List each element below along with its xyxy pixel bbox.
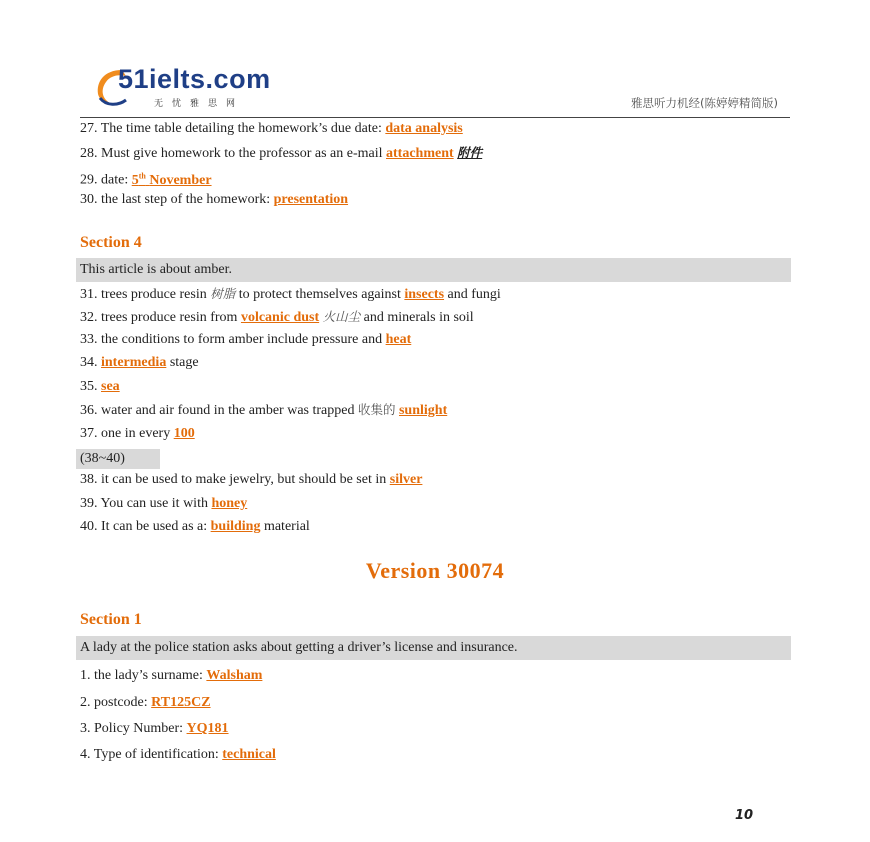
question-number: 30.	[80, 192, 98, 207]
chinese-gloss: 火山尘	[322, 309, 361, 324]
question-text: trees produce resin	[101, 287, 207, 302]
question-number: 31.	[80, 287, 98, 302]
question-text: and minerals in soil	[363, 310, 474, 325]
question-number: 4.	[80, 747, 91, 762]
header-title: 雅思听力机经(陈婷婷精简版)	[631, 96, 778, 110]
answer: silver	[389, 472, 423, 487]
question-text: The time table detailing the homework’s due date:	[100, 121, 382, 136]
question-text: water and air found in the amber was trapped	[101, 403, 355, 418]
chinese-gloss: 附件	[457, 145, 483, 160]
logo-text: 51ielts.com	[118, 64, 271, 94]
question-32	[80, 308, 474, 327]
answer: heat	[385, 332, 412, 347]
question-text: stage	[169, 355, 199, 370]
question-text: trees produce resin from	[101, 310, 238, 325]
question-number: 32.	[80, 310, 98, 325]
question-36	[80, 401, 447, 420]
question-2	[80, 694, 211, 712]
question-number: 33.	[80, 332, 98, 347]
question-text: the lady’s surname:	[94, 668, 203, 683]
question-number: 34.	[80, 355, 98, 370]
question-33	[80, 331, 411, 349]
question-text: it can be used to make jewelry, but should be set in	[101, 472, 387, 487]
question-number: 37.	[80, 426, 98, 441]
question-text: Policy Number:	[94, 721, 184, 736]
answer-ordinal: th	[138, 171, 146, 180]
answer: YQ181	[186, 721, 229, 736]
section-1-title: Section 1	[80, 611, 142, 628]
answer: intermedia	[101, 355, 167, 370]
question-number: 2.	[80, 695, 91, 710]
answer: sunlight	[398, 403, 448, 418]
header-divider	[80, 117, 790, 118]
question-number: 27.	[80, 121, 98, 136]
answer: 100	[173, 426, 195, 441]
answer: volcanic dust	[240, 310, 320, 325]
question-text: one in every	[101, 426, 171, 441]
question-number: 35.	[80, 379, 98, 394]
question-39	[80, 495, 247, 513]
question-34	[80, 354, 199, 372]
question-38	[80, 471, 422, 489]
answer-month: November	[149, 172, 212, 188]
answer: technical	[222, 747, 276, 762]
section-4-title: Section 4	[80, 234, 142, 251]
question-40	[80, 518, 310, 536]
question-text: to protect themselves against	[238, 287, 401, 302]
question-31	[80, 285, 501, 304]
chinese-gloss: 树脂	[210, 286, 236, 301]
question-text: Must give homework to the professor as an e-mail	[101, 146, 383, 161]
answer: attachment	[386, 146, 454, 161]
question-number: 39.	[80, 496, 98, 511]
chinese-gloss: 收集的	[357, 402, 396, 417]
question-3	[80, 720, 229, 738]
page-number: 10	[735, 808, 754, 823]
answer: RT125CZ	[151, 695, 211, 710]
question-text: the last step of the homework:	[101, 192, 271, 207]
question-number: 38.	[80, 472, 98, 487]
question-1	[80, 667, 262, 685]
question-28	[80, 144, 482, 163]
question-number: 1.	[80, 668, 91, 683]
question-text: You can use it with	[100, 496, 208, 511]
answer-day: 5	[131, 172, 139, 188]
answer: presentation	[273, 192, 349, 207]
question-number: 40.	[80, 519, 98, 534]
question-text: the conditions to form amber include pressure and	[101, 332, 383, 347]
section-1-intro: A lady at the police station asks about getting a driver’s license and insurance.	[76, 636, 791, 660]
question-27	[80, 120, 463, 138]
version-title: Version 30074	[365, 558, 505, 583]
answer: building	[210, 519, 261, 534]
question-text: and fungi	[447, 287, 501, 302]
question-text: It can be used as a:	[101, 519, 208, 534]
question-number: 3.	[80, 721, 91, 736]
answer: data analysis	[385, 121, 463, 136]
question-number: 36.	[80, 403, 98, 418]
answer: Walsham	[206, 668, 263, 683]
question-text: Type of identification:	[93, 747, 219, 762]
question-range-label: (38~40)	[76, 449, 160, 469]
question-29	[80, 167, 212, 190]
site-logo	[92, 62, 332, 114]
question-number: 28.	[80, 146, 98, 161]
section-4-intro: This article is about amber.	[76, 258, 791, 282]
answer: honey	[211, 496, 248, 511]
logo-subtitle: 无忧雅思网	[154, 99, 245, 109]
question-number: 29.	[80, 172, 98, 188]
answer: insects	[404, 287, 445, 302]
question-text: date:	[101, 172, 129, 188]
answer: sea	[101, 379, 120, 394]
question-text: material	[263, 519, 310, 534]
answer	[132, 173, 212, 188]
question-text: postcode:	[94, 695, 148, 710]
question-35	[80, 378, 120, 396]
question-4	[80, 746, 276, 764]
question-37	[80, 425, 195, 443]
question-30	[80, 191, 348, 209]
